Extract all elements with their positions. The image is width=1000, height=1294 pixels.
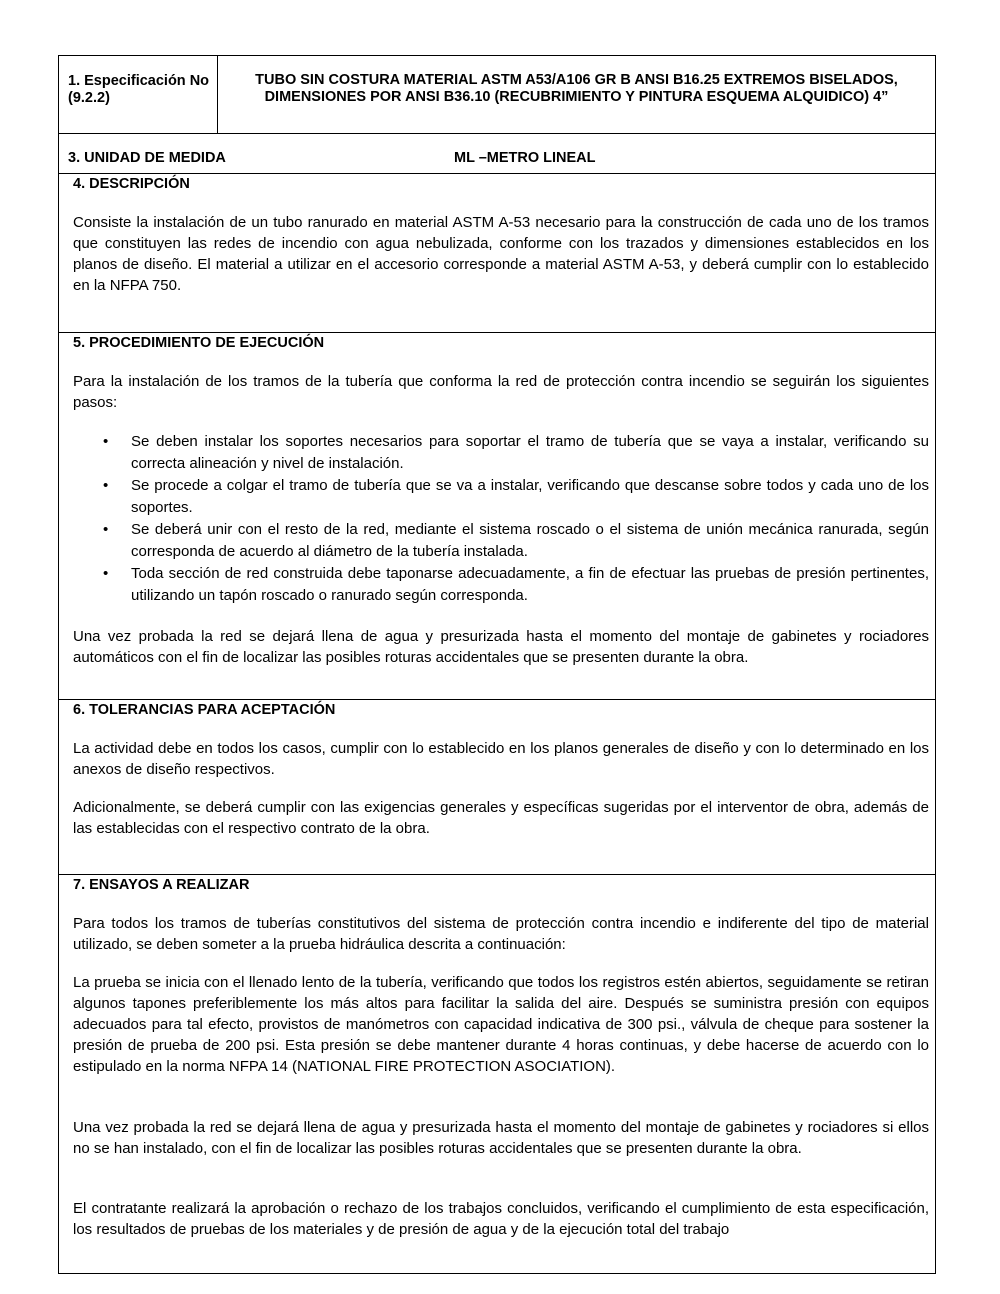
tests-paragraph: Una vez probada la red se dejará llena de agua y presurizada hasta el momento del montaje de gabinetes y rociadores si ellos no se han instalado, con el fin de localizar las posibles roturas accidentales que se presenten durante la obra. xyxy=(73,1119,929,1157)
specification-sheet xyxy=(58,55,936,1274)
section-title: 5. PROCEDIMIENTO DE EJECUCIÓN xyxy=(73,335,325,351)
unit-label: 3. UNIDAD DE MEDIDA xyxy=(68,150,226,166)
unit-row xyxy=(59,133,935,173)
section-tests xyxy=(59,874,935,1273)
list-item xyxy=(73,475,929,518)
procedure-steps-list xyxy=(73,431,929,606)
list-item xyxy=(73,519,929,562)
bullet-icon: • xyxy=(103,565,109,582)
bullet-icon: • xyxy=(103,477,109,494)
tests-paragraph: Para todos los tramos de tuberías constitutivos del sistema de protección contra incendio e indiferente del tipo de material utilizado, se deben someter a la prueba hidráulica descrita a continuación: xyxy=(73,915,929,953)
tests-paragraph: El contratante realizará la aprobación o rechazo de los trabajos concluidos, verificando el cumplimiento de esta especificación, los resultados de pruebas de los materiales y de presión de agua y de la ejecución total del trabajo xyxy=(73,1200,929,1238)
section-title: 7. ENSAYOS A REALIZAR xyxy=(73,877,250,893)
spec-number-cell xyxy=(59,56,218,133)
section-title: 4. DESCRIPCIÓN xyxy=(73,176,190,192)
spec-number-label: 1. Especificación No (9.2.2) xyxy=(68,73,210,106)
section-procedure xyxy=(59,332,935,699)
tolerances-paragraph: La actividad debe en todos los casos, cumplir con lo establecido en los planos generales de diseño y con lo determinado en los anexos de diseño respectivos. xyxy=(73,740,929,778)
section-tolerances xyxy=(59,699,935,874)
procedure-intro: Para la instalación de los tramos de la tubería que conforma la red de protección contra incendio se seguirán los siguientes pasos: xyxy=(73,373,929,411)
list-item-text: Se procede a colgar el tramo de tubería que se va a instalar, verificando que descanse sobre todos y cada uno de los soportes. xyxy=(131,477,929,516)
list-item-text: Se deben instalar los soportes necesarios para soportar el tramo de tubería que se vaya a instalar, verificando su correcta alineación y nivel de instalación. xyxy=(131,433,929,472)
description-paragraph: Consiste la instalación de un tubo ranurado en material ASTM A-53 necesario para la construcción de cada uno de los tramos que constituyen las redes de incendio con agua nebulizada, conforme con los trazados y dimensiones establecidos en los planos de diseño. El material a utilizar en el accesorio corresponde a material ASTM A-53, y deberá cumplir con lo establecido en la NFPA 750. xyxy=(73,214,929,294)
list-item-text: Se deberá unir con el resto de la red, mediante el sistema roscado o el sistema de unión mecánica ranurada, según corresponda de acuerdo al diámetro de la tubería instalada. xyxy=(131,521,929,560)
header-row xyxy=(59,56,935,133)
spec-title: TUBO SIN COSTURA MATERIAL ASTM A53/A106 GR B ANSI B16.25 EXTREMOS BISELADOS, DIMENSIONES POR ANSI B36.10 (RECUBRIMIENTO Y PINTURA ESQUEMA ALQUIDICO) 4” xyxy=(255,72,898,105)
bullet-icon: • xyxy=(103,433,109,450)
tolerances-paragraph: Adicionalmente, se deberá cumplir con las exigencias generales y específicas sugeridas por el interventor de obra, además de las establecidas con el respectivo contrato de la obra. xyxy=(73,799,929,837)
unit-value: ML –METRO LINEAL xyxy=(454,150,596,166)
list-item-text: Toda sección de red construida debe taponarse adecuadamente, a fin de efectuar las pruebas de presión pertinentes, utilizando un tapón roscado o ranurado según corresponda. xyxy=(131,565,929,604)
procedure-closing: Una vez probada la red se dejará llena de agua y presurizada hasta el momento del montaje de gabinetes y rociadores automáticos con el fin de localizar las posibles roturas accidentales que se presenten durante la obra. xyxy=(73,628,929,666)
tests-paragraph: La prueba se inicia con el llenado lento de la tubería, verificando que todos los registros estén abiertos, seguidamente se retiran algunos tapones preferiblemente los más altos para facilitar la salida del aire. Después se suministra presión con equipos adecuados para tal efecto, provistos de manómetros con capacidad indicativa de 300 psi., válvula de cheque para sostener la presión de prueba de 200 psi. Esta presión se debe mantener durante 4 horas continuas, y debe hacerse de acuerdo con lo estipulado en la norma NFPA 14 (NATIONAL FIRE PROTECTION ASOCIATION). xyxy=(73,974,929,1075)
section-description xyxy=(59,173,935,332)
list-item xyxy=(73,431,929,474)
list-item xyxy=(73,563,929,606)
bullet-icon: • xyxy=(103,521,109,538)
section-title: 6. TOLERANCIAS PARA ACEPTACIÓN xyxy=(73,702,336,718)
